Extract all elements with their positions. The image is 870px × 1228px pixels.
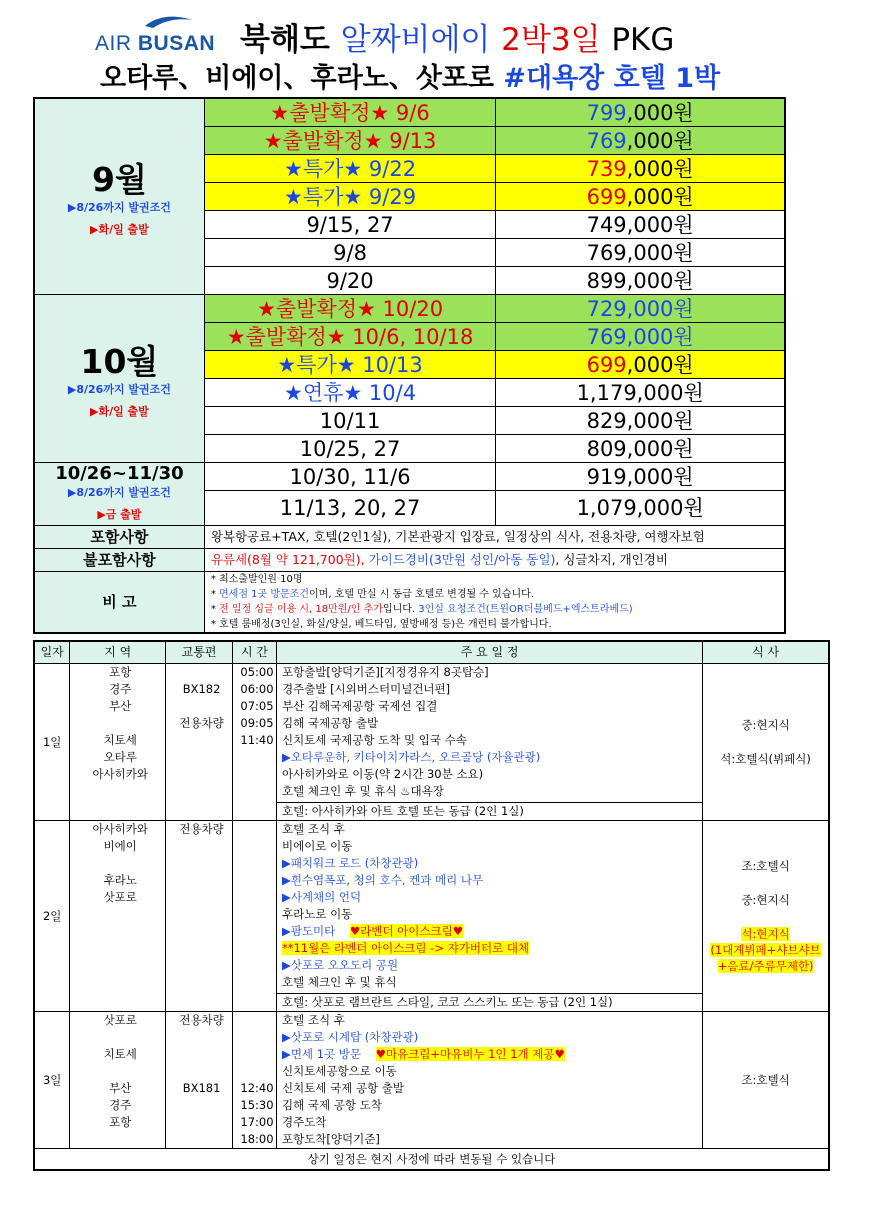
region-cell: 삿포로 치토세 부산 경주 포항: [70, 1012, 166, 1149]
departure-days: ▶화/일 출발: [90, 222, 149, 236]
air-busan-logo: [95, 12, 225, 57]
departure-date: ★연휴★ 10/4: [204, 379, 496, 407]
price-cell: 729,000원: [496, 295, 785, 323]
subtitle-hotel: #대욕장 호텔 1박: [503, 63, 721, 94]
price-cell: 799,000원: [496, 98, 785, 127]
schedule-cell: [276, 664, 702, 821]
departure-date: ★특가★ 9/29: [204, 183, 496, 211]
price-cell: 1,079,000원: [496, 491, 785, 526]
departure-date: 9/8: [204, 239, 496, 267]
schedule-item: ▶팜도미타 ♥라벤더 아이스크림♥: [281, 924, 464, 938]
price-cell: 829,000원: [496, 407, 785, 435]
departure-date: 10/30, 11/6: [204, 463, 496, 491]
subtitle-cities: 오타루、비에이、후라노、삿포로: [100, 63, 494, 94]
region-cell: 포항 경주 부산 치토세 오타루 아사히카와: [70, 664, 166, 821]
meal-cell: 조:호텔식: [703, 1012, 829, 1149]
title-product: 알짜비에이: [340, 22, 491, 58]
transport-cell: 전용차량 BX181: [166, 1012, 233, 1149]
price-cell: 769,000원: [496, 127, 785, 155]
schedule-item: ▶오타루운하, 키타이치가라스, 오르골당 (자율관광): [281, 750, 541, 764]
region-cell: 아사히카와 비에이 후라노 삿포로: [70, 821, 166, 1012]
price-row: [34, 463, 785, 491]
ticketing-condition: ▶8/26까지 발권조건: [67, 200, 171, 214]
price-cell: 769,000원: [496, 323, 785, 351]
page-title: [240, 14, 674, 59]
header-meals: 식 사: [703, 641, 829, 664]
header-day: 일자: [34, 641, 70, 664]
schedule-item: 경주출발 [시외버스터미널건너편]: [281, 682, 451, 696]
price-cell: 739,000원: [496, 155, 785, 183]
price-row: [34, 98, 785, 127]
header-time: 시 간: [233, 641, 277, 664]
footer-note: 상기 일정은 현지 사정에 따라 변동될 수 있습니다: [34, 1149, 829, 1171]
departure-date: ★출발확정★ 9/13: [204, 127, 496, 155]
hotel-info: 호텔: 아사히카와 아트 호텔 또는 동급 (2인 1실): [277, 802, 702, 820]
schedule-item: ▶사계채의 언덕: [281, 890, 362, 904]
time-cell: 05:00 06:00 07:05 09:05 11:40: [233, 664, 277, 821]
header: [0, 0, 870, 95]
departure-date: 10/11: [204, 407, 496, 435]
schedule-item: 김해 국제 공항 도착: [281, 1098, 382, 1112]
included-label: 포함사항: [34, 526, 204, 549]
month-cell-september: [34, 98, 204, 295]
footer-row: [34, 1149, 829, 1171]
schedule-item: ▶흰수염폭포, 청의 호수, 켄과 메리 나무: [281, 873, 484, 887]
schedule-item: 호텔 체크인 후 및 휴식 ♨대욕장: [281, 784, 444, 798]
day-label: 2일: [34, 821, 70, 1012]
departure-date: ★특가★ 9/22: [204, 155, 496, 183]
day-label: 3일: [34, 1012, 70, 1149]
schedule-item: ▶패치워크 로드 (차창관광): [281, 856, 419, 870]
remark-line: * 면세점 1곳 방문조건이며, 호텔 만실 시 동급 호텔로 변경될 수 있습니다.: [210, 589, 534, 600]
price-cell: 919,000원: [496, 463, 785, 491]
schedule-item: 신치토세 국제공항 도착 및 입국 수속: [281, 733, 467, 747]
price-row: [34, 295, 785, 323]
month-cell-october: [34, 295, 204, 463]
price-cell: 1,179,000원: [496, 379, 785, 407]
included-text: 왕복항공료+TAX, 호텔(2인1실), 기본관광지 입장료, 일정상의 식사, 전용차량, 여행자보험: [204, 526, 785, 549]
price-table: [33, 97, 786, 634]
schedule-item: 호텔 체크인 후 및 휴식: [281, 975, 397, 989]
schedule-item: ▶면세 1곳 방문 ♥마유크림+마유비누 1인 1개 제공♥: [281, 1047, 565, 1061]
day-row-2: [34, 821, 829, 1012]
schedule-item: 부산 김해국제공항 국제선 집결: [281, 699, 438, 713]
schedule-item: 김해 국제공항 출발: [281, 716, 379, 730]
excluded-text: 유류세(8월 약 121,700원), 가이드경비(3만원 성인/아동 동일), 싱글차지, 개인경비: [204, 549, 785, 572]
departure-date: ★출발확정★ 10/20: [204, 295, 496, 323]
schedule-cell: [276, 1012, 702, 1149]
schedule-item: ▶삿포로 시계탑 (차창관광): [281, 1030, 419, 1044]
logo-text-busan: BUSAN: [137, 32, 216, 55]
included-row: [34, 526, 785, 549]
time-cell: [233, 821, 277, 1012]
schedule-item: 아사히카와로 이동(약 2시간 30분 소요): [281, 767, 484, 781]
excluded-row: [34, 549, 785, 572]
remarks-row: [34, 572, 785, 634]
month-title: 9월: [91, 159, 147, 199]
price-cell: 699,000원: [496, 183, 785, 211]
price-cell: 809,000원: [496, 435, 785, 463]
month-title: 10/26~11/30: [55, 463, 184, 484]
schedule-item: **11월은 라벤더 아이스크림 -> 쟈가버터로 대체: [281, 941, 530, 955]
departure-days: ▶화/일 출발: [90, 404, 149, 418]
schedule-item: 후라노로 이동: [281, 907, 353, 921]
day-row-1: [34, 664, 829, 821]
header-schedule: 주 요 일 정: [276, 641, 702, 664]
meal-cell: 중:현지식 석:호텔식(뷔페식): [703, 664, 829, 821]
remark-line: * 호텔 룸배정(3인실, 화실/양실, 베드타입, 옆방배정 등)은 개런티 불가합니다.: [210, 619, 552, 630]
departure-days: ▶금 출발: [97, 508, 142, 521]
day-label: 1일: [34, 664, 70, 821]
price-cell: 899,000원: [496, 267, 785, 295]
month-title: 10월: [80, 341, 159, 381]
itinerary-table: [33, 640, 830, 1171]
schedule-cell: [276, 821, 702, 1012]
transport-cell: BX182 전용차량: [166, 664, 233, 821]
schedule-item: 호텔 조식 후: [281, 822, 345, 836]
departure-date: ★출발확정★ 10/6, 10/18: [204, 323, 496, 351]
title-duration: 2박3일: [501, 22, 601, 58]
departure-date: ★출발확정★ 9/6: [204, 98, 496, 127]
schedule-item: 비에이로 이동: [281, 839, 353, 853]
schedule-item: 포항출발[양덕기준][지정경유지 8곳탑승]: [281, 665, 489, 679]
schedule-item: 호텔 조식 후: [281, 1013, 345, 1027]
meal-cell: 조:호텔식 중:현지식 석:현지식 (1대게뷔페+샤브샤브 +음료/주류무제한): [703, 821, 829, 1012]
departure-date: 11/13, 20, 27: [204, 491, 496, 526]
remarks-text: [204, 572, 785, 634]
remarks-label: 비 고: [34, 572, 204, 634]
price-cell: 749,000원: [496, 211, 785, 239]
ticketing-condition: ▶8/26까지 발권조건: [67, 486, 171, 499]
time-cell: 12:40 15:30 17:00 18:00: [233, 1012, 277, 1149]
departure-date: 9/15, 27: [204, 211, 496, 239]
itinerary-header: [34, 641, 829, 664]
day-row-3: [34, 1012, 829, 1149]
departure-date: ★특가★ 10/13: [204, 351, 496, 379]
departure-date: 10/25, 27: [204, 435, 496, 463]
bird-logo-icon: [143, 12, 195, 30]
title-pkg: PKG: [611, 22, 675, 58]
title-region: 북해도: [240, 22, 330, 58]
transport-cell: 전용차량: [166, 821, 233, 1012]
hotel-info: 호텔: 삿포로 램브란트 스타일, 코코 스스키노 또는 동급 (2인 1실): [277, 993, 702, 1011]
excluded-label: 불포함사항: [34, 549, 204, 572]
header-region: 지 역: [70, 641, 166, 664]
header-transport: 교통편: [166, 641, 233, 664]
schedule-item: 신치토세 국제 공항 출발: [281, 1081, 405, 1095]
page-subtitle: [100, 56, 720, 95]
price-cell: 699,000원: [496, 351, 785, 379]
remark-line: * 전 일정 싱글 이용 시, 18만원/인 추가입니다. 3인실 요청조건(트윈OR더블베드+엑스트라베드): [210, 604, 633, 615]
remark-line: * 최소출발인원 10명: [210, 574, 303, 585]
ticketing-condition: ▶8/26까지 발권조건: [67, 382, 171, 396]
month-cell-november: [34, 463, 204, 526]
schedule-item: 포항도착[양덕기준]: [281, 1132, 380, 1146]
schedule-item: 신치토세공항으로 이동: [281, 1064, 397, 1078]
departure-date: 9/20: [204, 267, 496, 295]
logo-text-air: AIR: [95, 32, 132, 55]
schedule-item: 경주도착: [281, 1115, 327, 1129]
schedule-item: ▶삿포로 오오도리 공원: [281, 958, 399, 972]
price-cell: 769,000원: [496, 239, 785, 267]
